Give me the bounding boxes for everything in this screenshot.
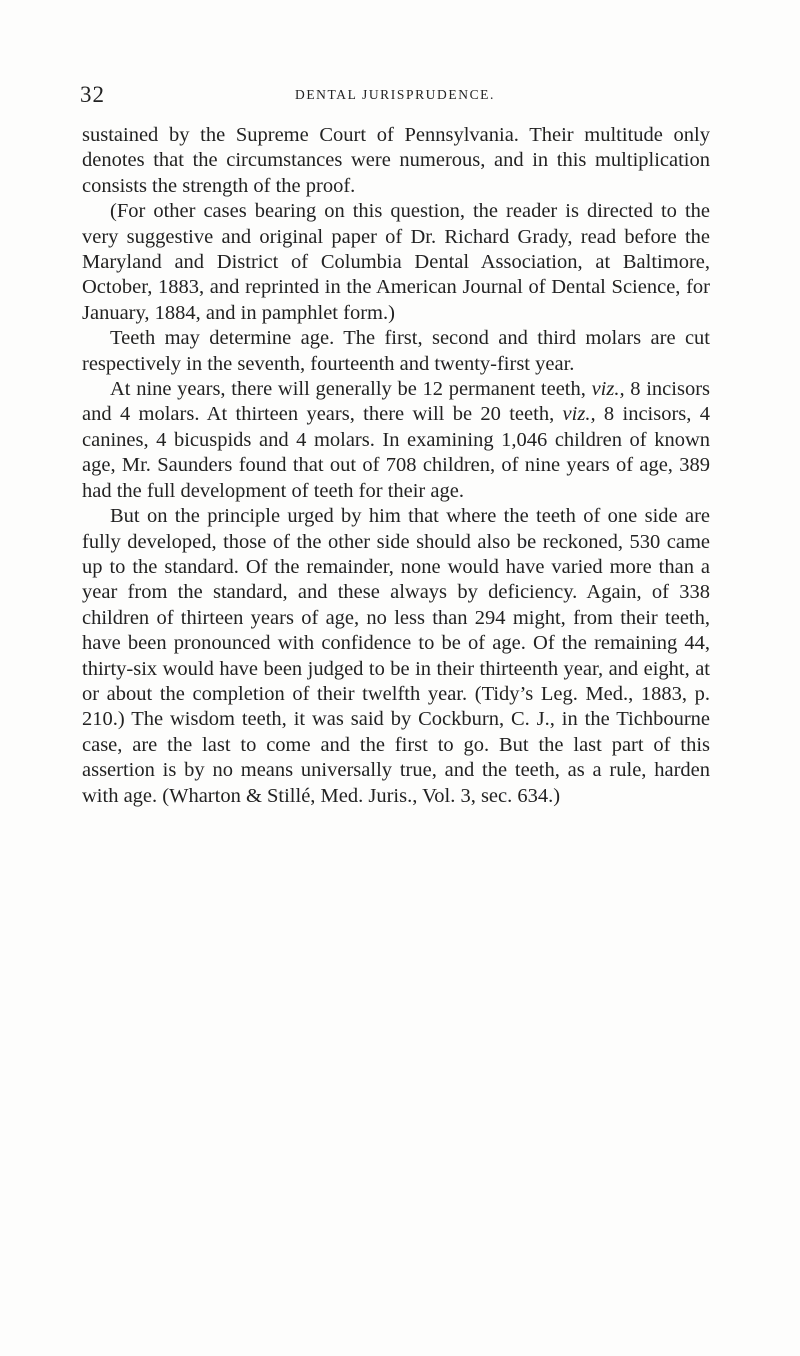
paragraph-saunders-principle: But on the principle urged by him that where the teeth of one side are fully developed, those of the other side should also be reckoned, 530 came up to the standard. Of the remainder, none would have varied more than a year from the standard, and these always by deficiency. Again, of 338 children of thirteen years of age, no less than 294 might, from their teeth, have been pronounced with confidence to be of age. Of the remaining 44, thirty-six would have been judged to be in their thirteenth year, and eight, at or about the completion of their twelfth year. (Tidy’s Leg. Med., 1883, p. 210.) The wisdom teeth, it was said by Cockburn, C. J., in the Tichbourne case, are the last to come and the first to go. But the last part of this assertion is by no means universally true, and the teeth, as a rule, harden with age. (Wharton & Stillé, Med. Juris., Vol. 3, sec. 634.) xyxy=(82,505,710,807)
paragraph-citation-note: (For other cases bearing on this question, the reader is directed to the very suggestive and original paper of Dr. Richard Grady, read before the Maryland and District of Columbia Dental Association, at Baltimore, October, 1883, and reprinted in the American Journal of Dental Science, for January, 1884, and in pamphlet form.) xyxy=(82,200,710,324)
text-segment: 8 incisors, 4 canines, 4 bicuspids and 4 molars. In examining 1,046 children of known age, Mr. Saunders found that out of 708 children, of nine years of age, 389 had the full development of teeth for their age. xyxy=(82,403,710,502)
paragraph-teeth-age: Teeth may determine age. The first, second and third molars are cut respectively in the seventh, fourteenth and twenty-first year. xyxy=(82,327,710,375)
running-head: DENTAL JURISPRUDENCE. xyxy=(294,87,496,102)
page-header xyxy=(80,82,710,112)
italic-viz: viz., xyxy=(591,378,625,401)
paragraph-continuation: sustained by the Supreme Court of Pennsylvania. Their multitude only denotes that the circumstances were numerous, and in this multiplication consists the strength of the proof. xyxy=(82,124,710,197)
body-text xyxy=(82,123,710,809)
text-segment: 8 incisors and 4 molars. At thirteen years, there will be 20 teeth, xyxy=(82,378,711,426)
text-segment: At nine years, there will generally be 12 permanent teeth, xyxy=(110,378,592,401)
italic-viz: viz., xyxy=(562,403,596,426)
paragraph-permanent-teeth xyxy=(82,377,710,504)
page-number: 32 xyxy=(80,82,105,107)
